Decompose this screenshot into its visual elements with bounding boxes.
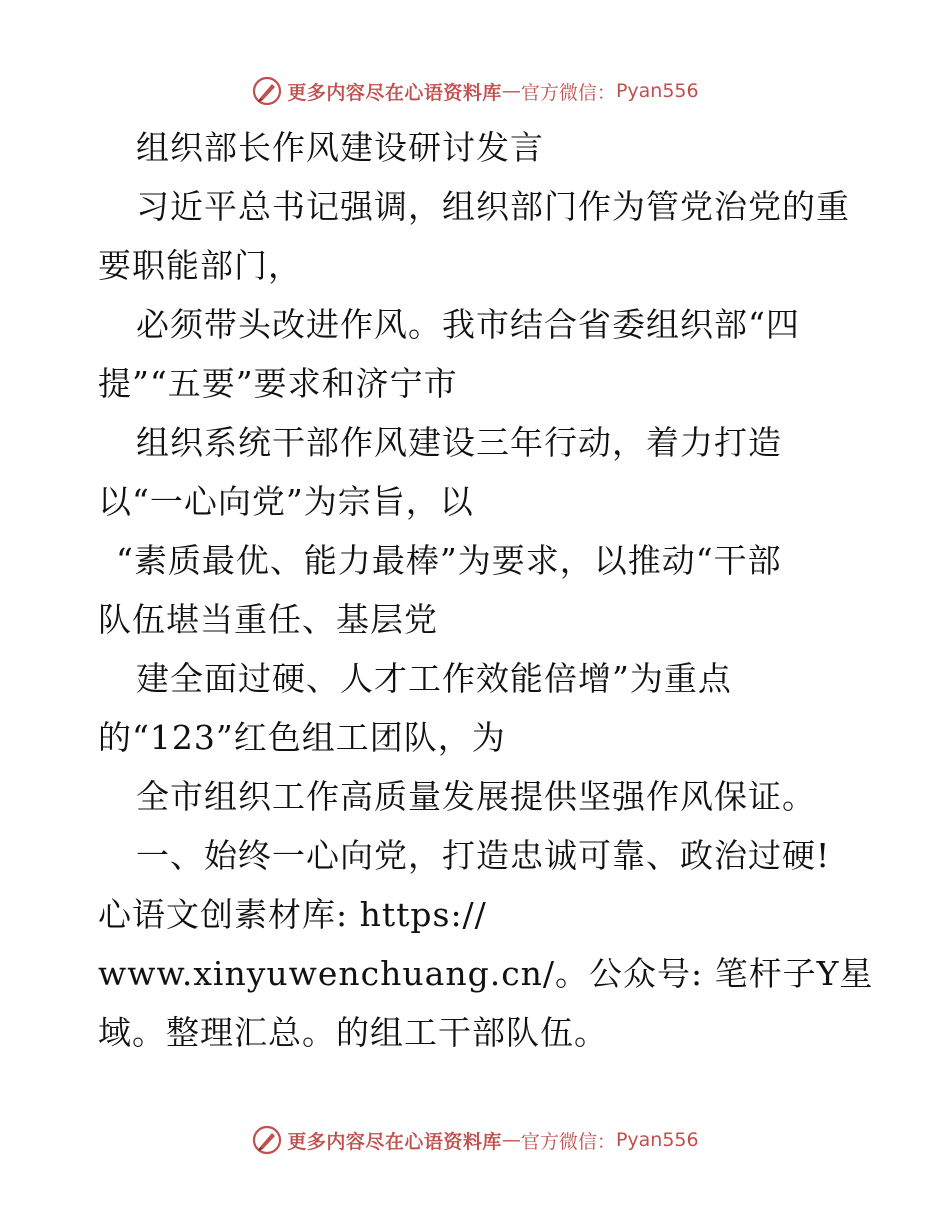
text-line: 习近平总书记强调，组织部门作为管党治党的重: [136, 187, 850, 226]
section-heading: 一、始终一心向党，打造忠诚可靠、政治过硬!: [136, 836, 831, 875]
footer-watermark-banner: [0, 1120, 950, 1160]
text-line: www.xinyuwenchuang.cn/。公众号: 笔杆子Y星: [98, 954, 874, 993]
text-line: 心语文创素材库: https://: [98, 895, 487, 934]
banner-main-text: 更多内容尽在心语资料库: [287, 81, 502, 104]
banner-wechat-label: 官方微信：: [520, 1130, 616, 1153]
banner-wechat-id: Pyan556: [615, 80, 699, 102]
banner-dash: —: [501, 1129, 521, 1151]
pen-logo-icon: [251, 75, 283, 107]
text-line: 全市组织工作高质量发展提供坚强作风保证。: [136, 777, 816, 816]
text-line: 以“一心向党”为宗旨，以: [98, 482, 474, 521]
banner-wechat-label: 官方微信：: [520, 81, 616, 104]
header-watermark-banner: [0, 71, 950, 111]
text-line: 队伍堪当重任、基层党: [98, 600, 438, 639]
banner-wechat-id: Pyan556: [615, 1129, 699, 1151]
text-line: 组织系统干部作风建设三年行动，着力打造: [136, 423, 782, 462]
text-line: 建全面过硬、人才工作效能倍增”为重点: [136, 659, 732, 698]
document-title: 组织部长作风建设研讨发言: [136, 128, 544, 167]
text-line: 必须带头改进作风。我市结合省委组织部“四: [136, 305, 800, 344]
text-line: 域。整理汇总。的组工干部队伍。: [98, 1013, 608, 1052]
banner-dash: —: [501, 80, 521, 102]
text-line: 提”“五要”要求和济宁市: [98, 364, 458, 403]
pen-logo-icon: [251, 1124, 283, 1156]
banner-main-text: 更多内容尽在心语资料库: [287, 1130, 502, 1153]
text-line: 要职能部门，: [98, 246, 302, 285]
text-line: “素质最优、能力最棒”为要求，以推动“干部: [116, 541, 782, 580]
document-body: [98, 118, 874, 1062]
text-line: 的“123”红色组工团队，为: [98, 718, 506, 757]
